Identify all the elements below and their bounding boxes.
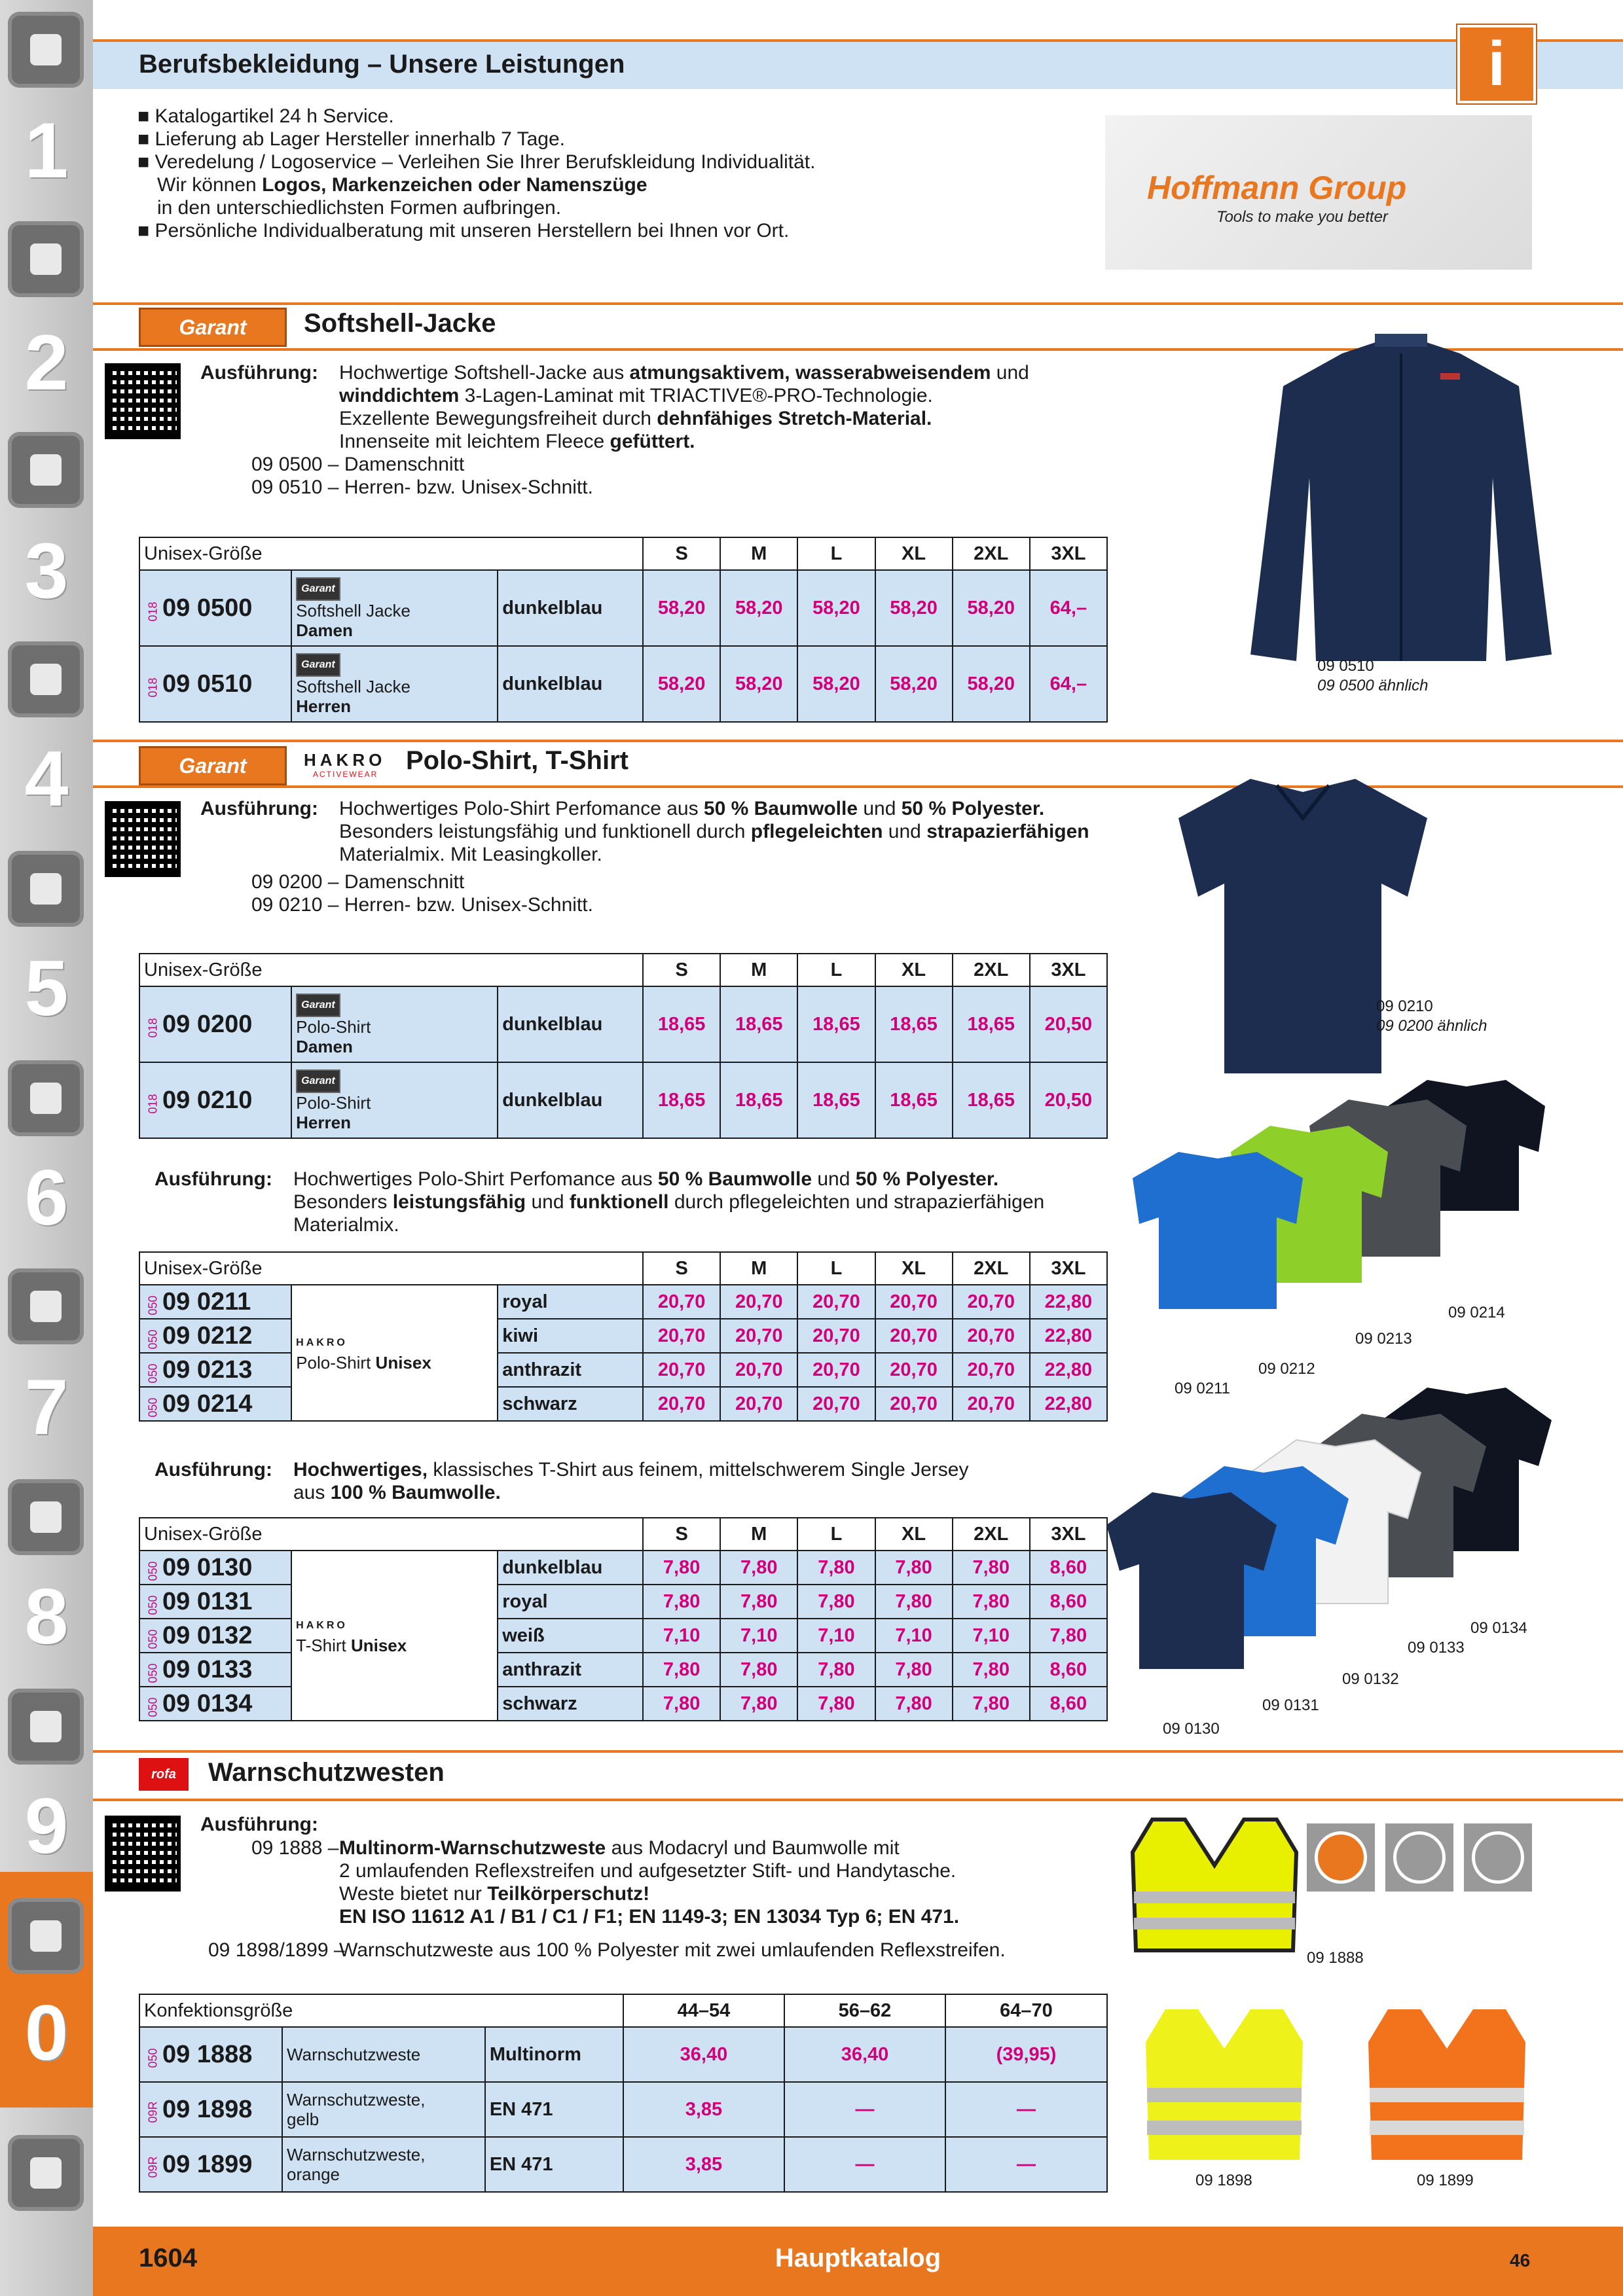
garant-mini-logo: Garant — [296, 653, 340, 677]
polo-caption-2: 09 0200 ähnlich — [1376, 1017, 1487, 1035]
tshirt-caption-0134: 09 0134 — [1470, 1619, 1527, 1637]
cabinet-icon[interactable] — [8, 1689, 84, 1765]
table-row[interactable]: 050 09 0213 anthrazit 20,70 20,70 20,70 20,70 20,70 22,80 — [139, 1353, 1107, 1387]
hakro-logo: HAKRO — [296, 1620, 348, 1631]
vest-caption-1888: 09 1888 — [1307, 1949, 1364, 1967]
tshirts-colors-image — [1100, 1381, 1558, 1721]
catalog-title: Hauptkatalog — [775, 2244, 941, 2272]
jacket-caption-2: 09 0500 ähnlich — [1317, 677, 1429, 694]
page-title: Berufsbekleidung – Unsere Leistungen — [139, 50, 625, 79]
size-3xl: 3XL — [1030, 537, 1107, 570]
table-row[interactable]: 09R 09 1898 Warnschutzweste, gelb EN 471 3,85 — — — [139, 2082, 1107, 2137]
table-row[interactable]: 050 09 0130 HAKRO T-Shirt Unisex dunkelblau 7,80 7,80 7,80 7,80 7,80 8,60 — [139, 1551, 1107, 1585]
garant-brand-logo: Garant — [139, 746, 287, 785]
table-row[interactable]: 050 09 0211 HAKRO Polo-Shirt Unisex royal 20,70 20,70 20,70 20,70 20,70 22,80 — [139, 1285, 1107, 1319]
qr-code-icon[interactable] — [105, 801, 181, 877]
size-m: M — [720, 537, 797, 570]
size-2xl: 2XL — [953, 537, 1030, 570]
tshirt-price-table: Unisex-Größe S M L XL 2XL 3XL 050 09 0130 HAKRO T-Shirt Unisex dunkelblau 7,80 7,80 7,80 7,80 7,80 8,60 050 09 0131 royal 7,80 7,80 7,80 7,80 7,80 8,60 050 09 0132 weiß 7,10 7,10 7,10 7,10 7,10 7,80 050 09 0133 anthrazit 7,80 7,80 7,80 7,80 7,80 8,60 050 09 0134 schwarz 7,80 7,80 7,80 7,80 7,80 8,60 — [139, 1517, 1108, 1721]
chuck-icon[interactable] — [8, 432, 84, 508]
wrench-icon[interactable] — [8, 1060, 84, 1136]
polo-caption-0211: 09 0211 — [1175, 1380, 1230, 1397]
safety-glasses-icon[interactable] — [8, 1898, 84, 1974]
ausfuehrung-label: Ausführung: — [155, 1168, 272, 1190]
qr-code-icon[interactable] — [105, 1816, 181, 1892]
section-divider-polo — [93, 740, 1623, 742]
hoffmann-logo-text: Hoffmann Group — [1147, 170, 1407, 206]
bullet-1: ■ Katalogartikel 24 h Service. — [137, 105, 394, 127]
page-number: 1604 — [139, 2244, 197, 2272]
chapter-sidebar — [0, 0, 93, 2296]
chapter-number-9[interactable]: 9 — [24, 1782, 69, 1870]
service-list — [137, 105, 1087, 242]
chapter-number-5[interactable]: 5 — [24, 944, 69, 1032]
polo-caption-0213: 09 0213 — [1355, 1330, 1412, 1348]
section-divider-softshell — [93, 302, 1623, 305]
size-l: L — [797, 537, 875, 570]
garant-brand-logo: Garant — [139, 308, 287, 347]
garant-mini-logo: Garant — [296, 577, 340, 601]
softshell-price-table — [139, 537, 1108, 723]
qr-code-icon[interactable] — [105, 363, 181, 439]
vest-caption-1898: 09 1898 — [1195, 2172, 1252, 2189]
tshirt-caption-0133: 09 0133 — [1408, 1639, 1465, 1657]
section-underline — [93, 1799, 1623, 1801]
table-row[interactable]: 09R 09 1899 Warnschutzweste, orange EN 471 3,85 — — — [139, 2137, 1107, 2192]
vests-title: Warnschutzwesten — [208, 1758, 445, 1787]
hoffmann-logo-tagline: Tools to make you better — [1216, 208, 1388, 226]
size-xl: XL — [875, 537, 953, 570]
size-s: S — [643, 537, 720, 570]
chapter-number-8[interactable]: 8 — [24, 1573, 69, 1660]
table-row[interactable]: 050 09 0134 schwarz 7,80 7,80 7,80 7,80 7,80 8,60 — [139, 1687, 1107, 1721]
softshell-description: Hochwertige Softshell-Jacke aus atmungsaktivem, wasserabweisendem und winddichtem 3-Lagen-Laminat mit TRIACTIVE®-PRO-Technologie. Exzellente Bewegungsfreiheit durch dehnfähiges Stretch-Material. Innenseite mit leichtem Fleece gefüttert. — [339, 362, 1029, 452]
flame-protection-icon — [1307, 1823, 1375, 1892]
info-icon: i — [1457, 25, 1536, 103]
table-row[interactable]: 018 09 0500 Garant Softshell Jacke Damen dunkelblau 58,20 58,20 58,20 58,20 58,20 64,– — [139, 570, 1107, 646]
garant-mini-logo: Garant — [296, 994, 340, 1017]
polo-price-table: Unisex-Größe S M L XL 2XL 3XL 018 09 0200 Garant Polo-Shirt Damen dunkelblau 18,65 18,65 18,65 18,65 18,65 20,50 018 09 0210 Garant Polo-Shirt Herren dunkelblau 18,65 18,65 18,65 18,65 18,65 20,50 — [139, 953, 1108, 1139]
hakro-logo-sub: ACTIVEWEAR — [313, 770, 378, 779]
table-row[interactable]: 018 09 0210 Garant Polo-Shirt Herren dunkelblau 18,65 18,65 18,65 18,65 18,65 20,50 — [139, 1062, 1107, 1138]
size-label: Konfektionsgröße — [139, 1994, 623, 2027]
catalog-page-index: 46 — [1510, 2250, 1531, 2270]
softshell-variants: 09 0500 – Damenschnitt 09 0510 – Herren- bzw. Unisex-Schnitt. — [251, 454, 593, 498]
orange-vest-image — [1362, 2003, 1532, 2166]
tshirt-caption-0132: 09 0132 — [1342, 1670, 1399, 1688]
vest-price-table: Konfektionsgröße 44–54 56–62 64–70 050 09 1888 Warnschutzweste Multinorm 36,40 36,40 (39,95) 09R 09 1898 Warnschutzweste, gelb EN 471 3,85 — — 09R 09 1899 Warnschutzweste, orange EN 471 3,85 — — — [139, 1994, 1108, 2193]
table-row[interactable]: 018 09 0510 Garant Softshell Jacke Herren dunkelblau 58,20 58,20 58,20 58,20 58,20 64,– — [139, 646, 1107, 722]
tshirt-caption-0130: 09 0130 — [1163, 1720, 1220, 1738]
ausfuehrung-label: Ausführung: — [200, 798, 318, 819]
chapter-number-3[interactable]: 3 — [24, 527, 69, 615]
polo-caption-0214: 09 0214 — [1448, 1304, 1505, 1321]
ausfuehrung-label: Ausführung: — [200, 1814, 318, 1835]
polo-variants: 09 0200 – Damenschnitt 09 0210 – Herren- bzw. Unisex-Schnitt. — [251, 871, 593, 916]
size-label: Unisex-Größe — [139, 1252, 643, 1285]
hakro-logo: HAKRO — [304, 750, 386, 770]
size-label: Unisex-Größe — [139, 954, 643, 986]
garant-mini-logo: Garant — [296, 1069, 340, 1093]
chapter-number-7[interactable]: 7 — [24, 1363, 69, 1451]
toolcase-icon[interactable] — [8, 1479, 84, 1555]
table-row[interactable]: 018 09 0200 Garant Polo-Shirt Damen dunkelblau 18,65 18,65 18,65 18,65 18,65 20,50 — [139, 986, 1107, 1062]
hoffmann-group-logo-image — [1105, 115, 1532, 270]
bullet-2: ■ Lieferung ab Lager Hersteller innerhalb 7 Tage. — [137, 128, 565, 150]
softshell-title: Softshell-Jacke — [304, 309, 496, 338]
info-icon[interactable] — [8, 2135, 84, 2211]
grinder-icon[interactable] — [8, 221, 84, 297]
polo-shirts-colors-image — [1113, 1073, 1545, 1388]
polo-description: Hochwertiges Polo-Shirt Perfomance aus 50 % Baumwolle und 50 % Polyester. Besonders leistungsfähig und funktionell durch pflegeleichten und strapazierfähigen Materialmix. Mit Leasingkoller. — [339, 798, 1089, 865]
polo-caption-0212: 09 0212 — [1258, 1360, 1315, 1378]
chapter-number-1[interactable]: 1 — [24, 107, 69, 194]
bullet-4: ■ Persönliche Individualberatung mit unseren Herstellern bei Ihnen vor Ort. — [137, 220, 790, 242]
polo-unisex-description: Hochwertiges Polo-Shirt Perfomance aus 50 % Baumwolle und 50 % Polyester. Besonders leistungsfähig und funktionell durch pflegeleichten und strapazierfähigen Materialmix. — [293, 1168, 1045, 1236]
table-row[interactable]: 050 09 0131 royal 7,80 7,80 7,80 7,80 7,80 8,60 — [139, 1585, 1107, 1619]
chapter-number-2[interactable]: 2 — [24, 319, 69, 406]
hakro-logo: HAKRO — [296, 1337, 348, 1348]
polo-title: Polo-Shirt, T-Shirt — [406, 746, 629, 775]
chapter-number-4[interactable]: 4 — [24, 735, 69, 823]
ausfuehrung-label: Ausführung: — [200, 362, 318, 384]
polo-unisex-price-table: Unisex-Größe S M L XL 2XL 3XL 050 09 0211 HAKRO Polo-Shirt Unisex royal 20,70 20,70 20,70 20,70 20,70 22,80 050 09 0212 kiwi 20,70 20,70 20,70 20,70 20,70 22,80 050 09 0213 anthrazit 20,70 20,70 20,70 20,70 20,70 22,80 050 09 0214 schwarz 20,70 20,70 20,70 20,70 20,70 22,80 — [139, 1251, 1108, 1422]
vest-variant-1-num: 09 1888 – — [251, 1837, 339, 1859]
vest-variant-2-desc: Warnschutzweste aus 100 % Polyester mit zwei umlaufenden Reflexstreifen. — [339, 1939, 1006, 1961]
size-label: Unisex-Größe — [139, 537, 643, 570]
pliers-icon[interactable] — [8, 1268, 84, 1344]
jacket-caption-1: 09 0510 — [1317, 657, 1374, 675]
chemical-protection-icon — [1464, 1823, 1532, 1892]
table-row[interactable]: 050 09 0132 weiß 7,10 7,10 7,10 7,10 7,10 7,80 — [139, 1619, 1107, 1653]
bullet-3-line2: Wir können Logos, Markenzeichen oder Namenszüge — [157, 174, 647, 196]
chapter-number-0[interactable]: 0 — [24, 1989, 69, 2077]
ausfuehrung-label: Ausführung: — [155, 1459, 272, 1480]
polo-caption-1: 09 0210 — [1376, 997, 1433, 1015]
yellow-vest-image — [1139, 2003, 1309, 2166]
antistatic-icon — [1385, 1823, 1453, 1892]
section-divider-vests — [93, 1750, 1623, 1753]
chapter-number-6[interactable]: 6 — [24, 1154, 69, 1242]
drill-icon[interactable] — [8, 12, 84, 88]
vest-caption-1899: 09 1899 — [1417, 2172, 1474, 2189]
vest-variant-2-num: 09 1898/1899 – — [208, 1939, 345, 1961]
tshirt-description: Hochwertiges, klassisches T-Shirt aus feinem, mittelschwerem Single Jersey aus 100 % Baumwolle. — [293, 1459, 969, 1503]
table-row[interactable]: 050 09 1888 Warnschutzweste Multinorm 36,40 36,40 (39,95) — [139, 2027, 1107, 2082]
bullet-3: ■ Veredelung / Logoservice – Verleihen Sie Ihrer Berufskleidung Individualität. — [137, 151, 816, 173]
page-footer — [93, 2227, 1623, 2296]
table-row[interactable]: 050 09 0133 anthrazit 7,80 7,80 7,80 7,80 7,80 8,60 — [139, 1653, 1107, 1687]
bullet-3-line3: in den unterschiedlichsten Formen aufbringen. — [157, 197, 562, 219]
table-row[interactable]: 050 09 0212 kiwi 20,70 20,70 20,70 20,70 20,70 22,80 — [139, 1319, 1107, 1353]
softshell-jacket-image — [1244, 314, 1558, 681]
saw-blade-icon[interactable] — [8, 851, 84, 927]
caliper-icon[interactable] — [8, 641, 84, 717]
tshirt-caption-0131: 09 0131 — [1262, 1696, 1319, 1714]
multinorm-vest-image — [1126, 1813, 1303, 1957]
vest-variant-1-desc: Multinorm-Warnschutzweste aus Modacryl und Baumwolle mit 2 umlaufenden Reflexstreifen und aufgesetzter Stift- und Handytasche. Weste bietet nur Teilkörperschutz! EN ISO 11612 A1 / B1 / C1 / F1; EN 1149-3; EN 13034 Typ 6; EN 471. — [339, 1837, 960, 1928]
table-row[interactable]: 050 09 0214 schwarz 20,70 20,70 20,70 20,70 20,70 22,80 — [139, 1387, 1107, 1421]
rofa-brand-logo: rofa — [139, 1758, 189, 1791]
header-band — [93, 39, 1623, 89]
size-label: Unisex-Größe — [139, 1518, 643, 1551]
